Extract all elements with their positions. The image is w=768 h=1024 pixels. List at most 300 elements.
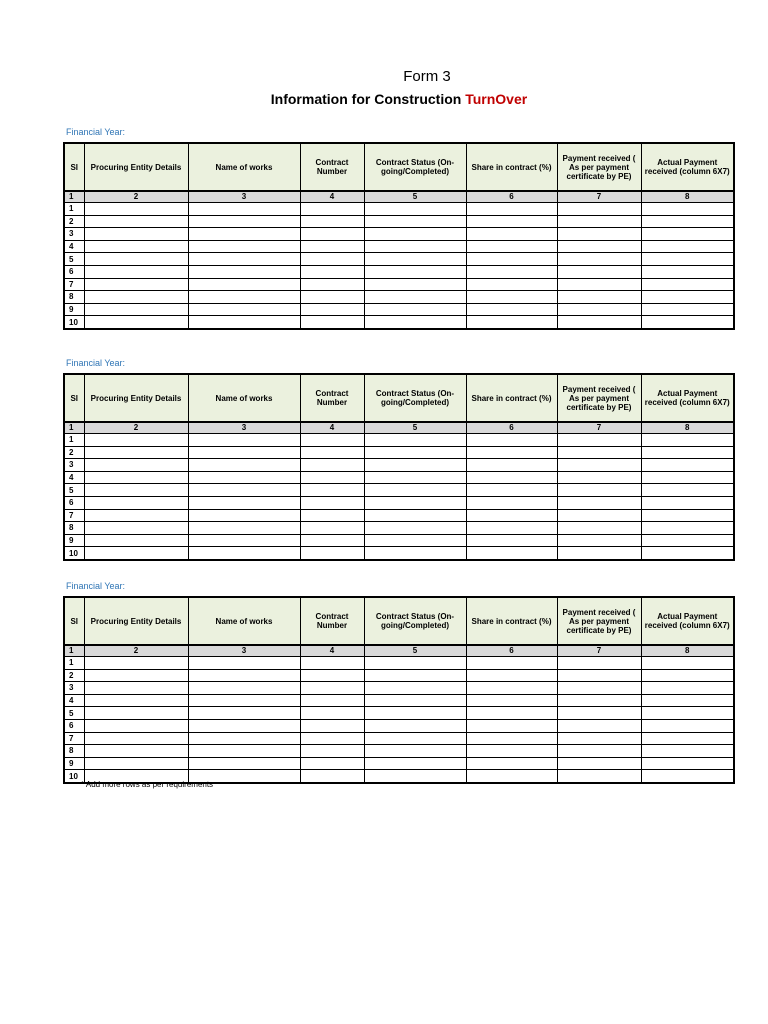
empty-cell[interactable] [364,534,466,547]
empty-cell[interactable] [188,496,300,509]
empty-cell[interactable] [557,253,641,266]
empty-cell[interactable] [364,694,466,707]
empty-cell[interactable] [300,534,364,547]
column-number: 8 [641,191,734,203]
empty-cell[interactable] [84,253,188,266]
column-number: 4 [300,645,364,657]
empty-cell[interactable] [557,669,641,682]
empty-cell[interactable] [557,471,641,484]
empty-cell[interactable] [364,719,466,732]
row-number: 1 [64,657,84,670]
row-number: 2 [64,669,84,682]
empty-cell[interactable] [364,669,466,682]
empty-cell[interactable] [84,446,188,459]
empty-cell[interactable] [364,732,466,745]
empty-cell[interactable] [641,745,734,758]
page-heading-accent: TurnOver [465,91,528,107]
empty-cell[interactable] [188,657,300,670]
empty-cell[interactable] [466,770,557,783]
empty-cell[interactable] [641,484,734,497]
empty-cell[interactable] [466,316,557,329]
empty-cell[interactable] [300,434,364,447]
column-number: 4 [300,191,364,203]
row-number: 6 [64,265,84,278]
row-number: 9 [64,534,84,547]
row-number: 7 [64,278,84,291]
empty-cell[interactable] [364,265,466,278]
row-number: 10 [64,316,84,329]
empty-cell[interactable] [364,228,466,241]
empty-cell[interactable] [364,291,466,304]
column-number: 3 [188,191,300,203]
empty-cell[interactable] [84,471,188,484]
empty-cell[interactable] [84,316,188,329]
empty-cell[interactable] [641,316,734,329]
empty-cell[interactable] [557,732,641,745]
empty-cell[interactable] [641,547,734,560]
row-number: 10 [64,770,84,783]
empty-cell[interactable] [188,471,300,484]
row-number: 8 [64,745,84,758]
empty-cell[interactable] [84,694,188,707]
empty-cell[interactable] [300,732,364,745]
empty-cell[interactable] [557,509,641,522]
empty-cell[interactable] [641,707,734,720]
empty-cell[interactable] [188,732,300,745]
row-number: 5 [64,707,84,720]
empty-cell[interactable] [641,240,734,253]
financial-year-label: Financial Year: [66,127,126,137]
column-number: 3 [188,645,300,657]
empty-cell[interactable] [364,522,466,535]
empty-cell[interactable] [300,316,364,329]
empty-cell[interactable] [641,522,734,535]
empty-cell[interactable] [557,719,641,732]
empty-cell[interactable] [84,669,188,682]
empty-cell[interactable] [364,682,466,695]
empty-cell[interactable] [300,770,364,783]
financial-year-label: Financial Year: [66,358,126,368]
column-number-row [64,422,734,434]
empty-cell[interactable] [557,745,641,758]
empty-cell[interactable] [466,732,557,745]
table-row [64,459,734,472]
empty-cell[interactable] [84,657,188,670]
page-heading-main: Information for Construction [270,91,466,107]
empty-cell[interactable] [557,228,641,241]
column-number: 5 [364,645,466,657]
empty-cell[interactable] [300,215,364,228]
empty-cell[interactable] [466,434,557,447]
empty-cell[interactable] [300,228,364,241]
empty-cell[interactable] [557,522,641,535]
empty-cell[interactable] [557,459,641,472]
table-row [64,316,734,329]
row-number: 3 [64,228,84,241]
empty-cell[interactable] [557,215,641,228]
empty-cell[interactable] [84,757,188,770]
empty-cell[interactable] [557,694,641,707]
empty-cell[interactable] [188,757,300,770]
empty-cell[interactable] [466,534,557,547]
empty-cell[interactable] [466,509,557,522]
table-row [64,496,734,509]
column-number: 3 [188,422,300,434]
table-row [64,547,734,560]
row-number: 4 [64,240,84,253]
empty-cell[interactable] [641,265,734,278]
column-number: 6 [466,191,557,203]
empty-cell[interactable] [364,757,466,770]
column-number: 8 [641,422,734,434]
empty-cell[interactable] [557,682,641,695]
empty-cell[interactable] [188,278,300,291]
empty-cell[interactable] [364,496,466,509]
empty-cell[interactable] [300,446,364,459]
empty-cell[interactable] [557,265,641,278]
empty-cell[interactable] [364,253,466,266]
column-number: 7 [557,191,641,203]
empty-cell[interactable] [466,547,557,560]
empty-cell[interactable] [466,669,557,682]
empty-cell[interactable] [364,278,466,291]
table-row [64,215,734,228]
turnover-table [63,142,735,330]
column-header-actual-payment-received: Actual Payment received (column 6X7) [641,374,734,422]
empty-cell[interactable] [84,496,188,509]
turnover-table [63,596,735,784]
empty-cell[interactable] [300,669,364,682]
empty-cell[interactable] [641,215,734,228]
empty-cell[interactable] [466,694,557,707]
empty-cell[interactable] [364,203,466,216]
empty-cell[interactable] [641,253,734,266]
column-header-share-in-contract: Share in contract (%) [466,374,557,422]
row-number: 8 [64,291,84,304]
empty-cell[interactable] [188,240,300,253]
empty-cell[interactable] [84,203,188,216]
empty-cell[interactable] [557,484,641,497]
empty-cell[interactable] [300,240,364,253]
column-header-name-of-works: Name of works [188,374,300,422]
empty-cell[interactable] [188,228,300,241]
table-row [64,669,734,682]
empty-cell[interactable] [364,471,466,484]
table-row [64,694,734,707]
empty-cell[interactable] [364,434,466,447]
empty-cell[interactable] [364,484,466,497]
page-heading [0,91,768,107]
empty-cell[interactable] [641,228,734,241]
empty-cell[interactable] [466,496,557,509]
empty-cell[interactable] [466,265,557,278]
empty-cell[interactable] [364,509,466,522]
empty-cell[interactable] [557,757,641,770]
empty-cell[interactable] [641,732,734,745]
empty-cell[interactable] [364,316,466,329]
empty-cell[interactable] [188,459,300,472]
empty-cell[interactable] [84,303,188,316]
empty-cell[interactable] [557,534,641,547]
row-number: 9 [64,757,84,770]
empty-cell[interactable] [557,707,641,720]
empty-cell[interactable] [300,496,364,509]
empty-cell[interactable] [300,459,364,472]
empty-cell[interactable] [466,278,557,291]
row-number: 1 [64,434,84,447]
column-header-procuring-entity-details: Procuring Entity Details [84,143,188,191]
column-header-procuring-entity-details: Procuring Entity Details [84,597,188,645]
empty-cell[interactable] [557,496,641,509]
empty-cell[interactable] [557,446,641,459]
empty-cell[interactable] [641,291,734,304]
table-row [64,203,734,216]
empty-cell[interactable] [466,215,557,228]
empty-cell[interactable] [300,291,364,304]
empty-cell[interactable] [641,534,734,547]
empty-cell[interactable] [364,707,466,720]
empty-cell[interactable] [188,534,300,547]
row-number: 5 [64,253,84,266]
empty-cell[interactable] [188,682,300,695]
empty-cell[interactable] [188,669,300,682]
empty-cell[interactable] [466,446,557,459]
empty-cell[interactable] [84,291,188,304]
empty-cell[interactable] [300,253,364,266]
empty-cell[interactable] [188,547,300,560]
empty-cell[interactable] [188,484,300,497]
empty-cell[interactable] [300,471,364,484]
row-number: 6 [64,719,84,732]
empty-cell[interactable] [557,303,641,316]
row-number: 3 [64,459,84,472]
row-number: 1 [64,203,84,216]
empty-cell[interactable] [300,484,364,497]
empty-cell[interactable] [84,682,188,695]
empty-cell[interactable] [641,509,734,522]
empty-cell[interactable] [188,745,300,758]
table-row [64,228,734,241]
table-row [64,291,734,304]
table-row [64,509,734,522]
table-row [64,732,734,745]
empty-cell[interactable] [466,228,557,241]
empty-cell[interactable] [84,434,188,447]
empty-cell[interactable] [364,459,466,472]
empty-cell[interactable] [641,496,734,509]
empty-cell[interactable] [557,657,641,670]
empty-cell[interactable] [84,278,188,291]
column-header-actual-payment-received: Actual Payment received (column 6X7) [641,597,734,645]
empty-cell[interactable] [364,770,466,783]
table-row [64,522,734,535]
empty-cell[interactable] [557,547,641,560]
empty-cell[interactable] [641,669,734,682]
table-row [64,757,734,770]
empty-cell[interactable] [466,657,557,670]
empty-cell[interactable] [557,203,641,216]
empty-cell[interactable] [641,203,734,216]
empty-cell[interactable] [188,253,300,266]
empty-cell[interactable] [188,509,300,522]
empty-cell[interactable] [300,203,364,216]
column-number: 4 [300,422,364,434]
empty-cell[interactable] [364,745,466,758]
row-number: 2 [64,215,84,228]
column-number: 1 [64,422,84,434]
empty-cell[interactable] [188,694,300,707]
empty-cell[interactable] [466,745,557,758]
empty-cell[interactable] [641,757,734,770]
empty-cell[interactable] [641,694,734,707]
row-number: 4 [64,694,84,707]
empty-cell[interactable] [466,291,557,304]
empty-cell[interactable] [188,707,300,720]
column-header-contract-number: Contract Number [300,143,364,191]
empty-cell[interactable] [300,757,364,770]
empty-cell[interactable] [188,316,300,329]
empty-cell[interactable] [188,203,300,216]
column-header-contract-status: Contract Status (On-going/Completed) [364,374,466,422]
column-header-contract-status: Contract Status (On-going/Completed) [364,597,466,645]
empty-cell[interactable] [557,316,641,329]
empty-cell[interactable] [641,459,734,472]
empty-cell[interactable] [188,446,300,459]
table-row [64,303,734,316]
empty-cell[interactable] [466,719,557,732]
row-number: 8 [64,522,84,535]
empty-cell[interactable] [300,278,364,291]
empty-cell[interactable] [641,770,734,783]
empty-cell[interactable] [466,757,557,770]
column-header-sl: Sl [64,374,84,422]
column-header-contract-number: Contract Number [300,597,364,645]
column-number: 5 [364,191,466,203]
empty-cell[interactable] [300,707,364,720]
empty-cell[interactable] [557,278,641,291]
table-row [64,682,734,695]
empty-cell[interactable] [300,522,364,535]
empty-cell[interactable] [466,471,557,484]
empty-cell[interactable] [557,291,641,304]
empty-cell[interactable] [188,522,300,535]
empty-cell[interactable] [188,291,300,304]
turnover-table [63,373,735,561]
column-number: 2 [84,422,188,434]
row-number: 5 [64,484,84,497]
empty-cell[interactable] [466,522,557,535]
row-number: 2 [64,446,84,459]
empty-cell[interactable] [84,228,188,241]
empty-cell[interactable] [84,459,188,472]
empty-cell[interactable] [300,745,364,758]
empty-cell[interactable] [84,522,188,535]
empty-cell[interactable] [466,303,557,316]
empty-cell[interactable] [364,215,466,228]
empty-cell[interactable] [84,509,188,522]
empty-cell[interactable] [188,719,300,732]
empty-cell[interactable] [641,682,734,695]
empty-cell[interactable] [364,657,466,670]
table-row [64,446,734,459]
empty-cell[interactable] [84,265,188,278]
empty-cell[interactable] [84,719,188,732]
empty-cell[interactable] [641,446,734,459]
empty-cell[interactable] [188,434,300,447]
column-number: 6 [466,645,557,657]
empty-cell[interactable] [641,471,734,484]
empty-cell[interactable] [84,240,188,253]
empty-cell[interactable] [300,719,364,732]
empty-cell[interactable] [364,547,466,560]
empty-cell[interactable] [557,240,641,253]
empty-cell[interactable] [84,215,188,228]
empty-cell[interactable] [557,434,641,447]
empty-cell[interactable] [466,682,557,695]
empty-cell[interactable] [300,547,364,560]
empty-cell[interactable] [300,265,364,278]
empty-cell[interactable] [641,303,734,316]
column-number: 7 [557,422,641,434]
empty-cell[interactable] [300,657,364,670]
empty-cell[interactable] [364,303,466,316]
empty-cell[interactable] [466,203,557,216]
empty-cell[interactable] [466,484,557,497]
row-number: 3 [64,682,84,695]
table-row [64,719,734,732]
empty-cell[interactable] [641,719,734,732]
empty-cell[interactable] [84,534,188,547]
empty-cell[interactable] [84,547,188,560]
table-row [64,240,734,253]
empty-cell[interactable] [188,303,300,316]
empty-cell[interactable] [641,657,734,670]
empty-cell[interactable] [364,240,466,253]
empty-cell[interactable] [364,446,466,459]
table-row [64,471,734,484]
empty-cell[interactable] [84,732,188,745]
empty-cell[interactable] [300,303,364,316]
row-number: 6 [64,496,84,509]
empty-cell[interactable] [641,278,734,291]
column-number-row [64,191,734,203]
empty-cell[interactable] [84,745,188,758]
empty-cell[interactable] [84,484,188,497]
column-number: 2 [84,645,188,657]
empty-cell[interactable] [466,240,557,253]
column-header-sl: Sl [64,597,84,645]
empty-cell[interactable] [466,459,557,472]
column-header-payment-received: Payment received ( As per payment certificate by PE) [557,374,641,422]
empty-cell[interactable] [300,682,364,695]
column-number: 7 [557,645,641,657]
row-number: 7 [64,732,84,745]
footnote: * Add more rows as per requirements [81,780,214,789]
table-row [64,534,734,547]
empty-cell[interactable] [300,509,364,522]
empty-cell[interactable] [188,265,300,278]
table-row [64,434,734,447]
empty-cell[interactable] [466,707,557,720]
empty-cell[interactable] [300,694,364,707]
empty-cell[interactable] [84,707,188,720]
empty-cell[interactable] [466,253,557,266]
empty-cell[interactable] [641,434,734,447]
table-header-row [64,143,734,191]
empty-cell[interactable] [557,770,641,783]
table-header-row [64,374,734,422]
empty-cell[interactable] [188,215,300,228]
